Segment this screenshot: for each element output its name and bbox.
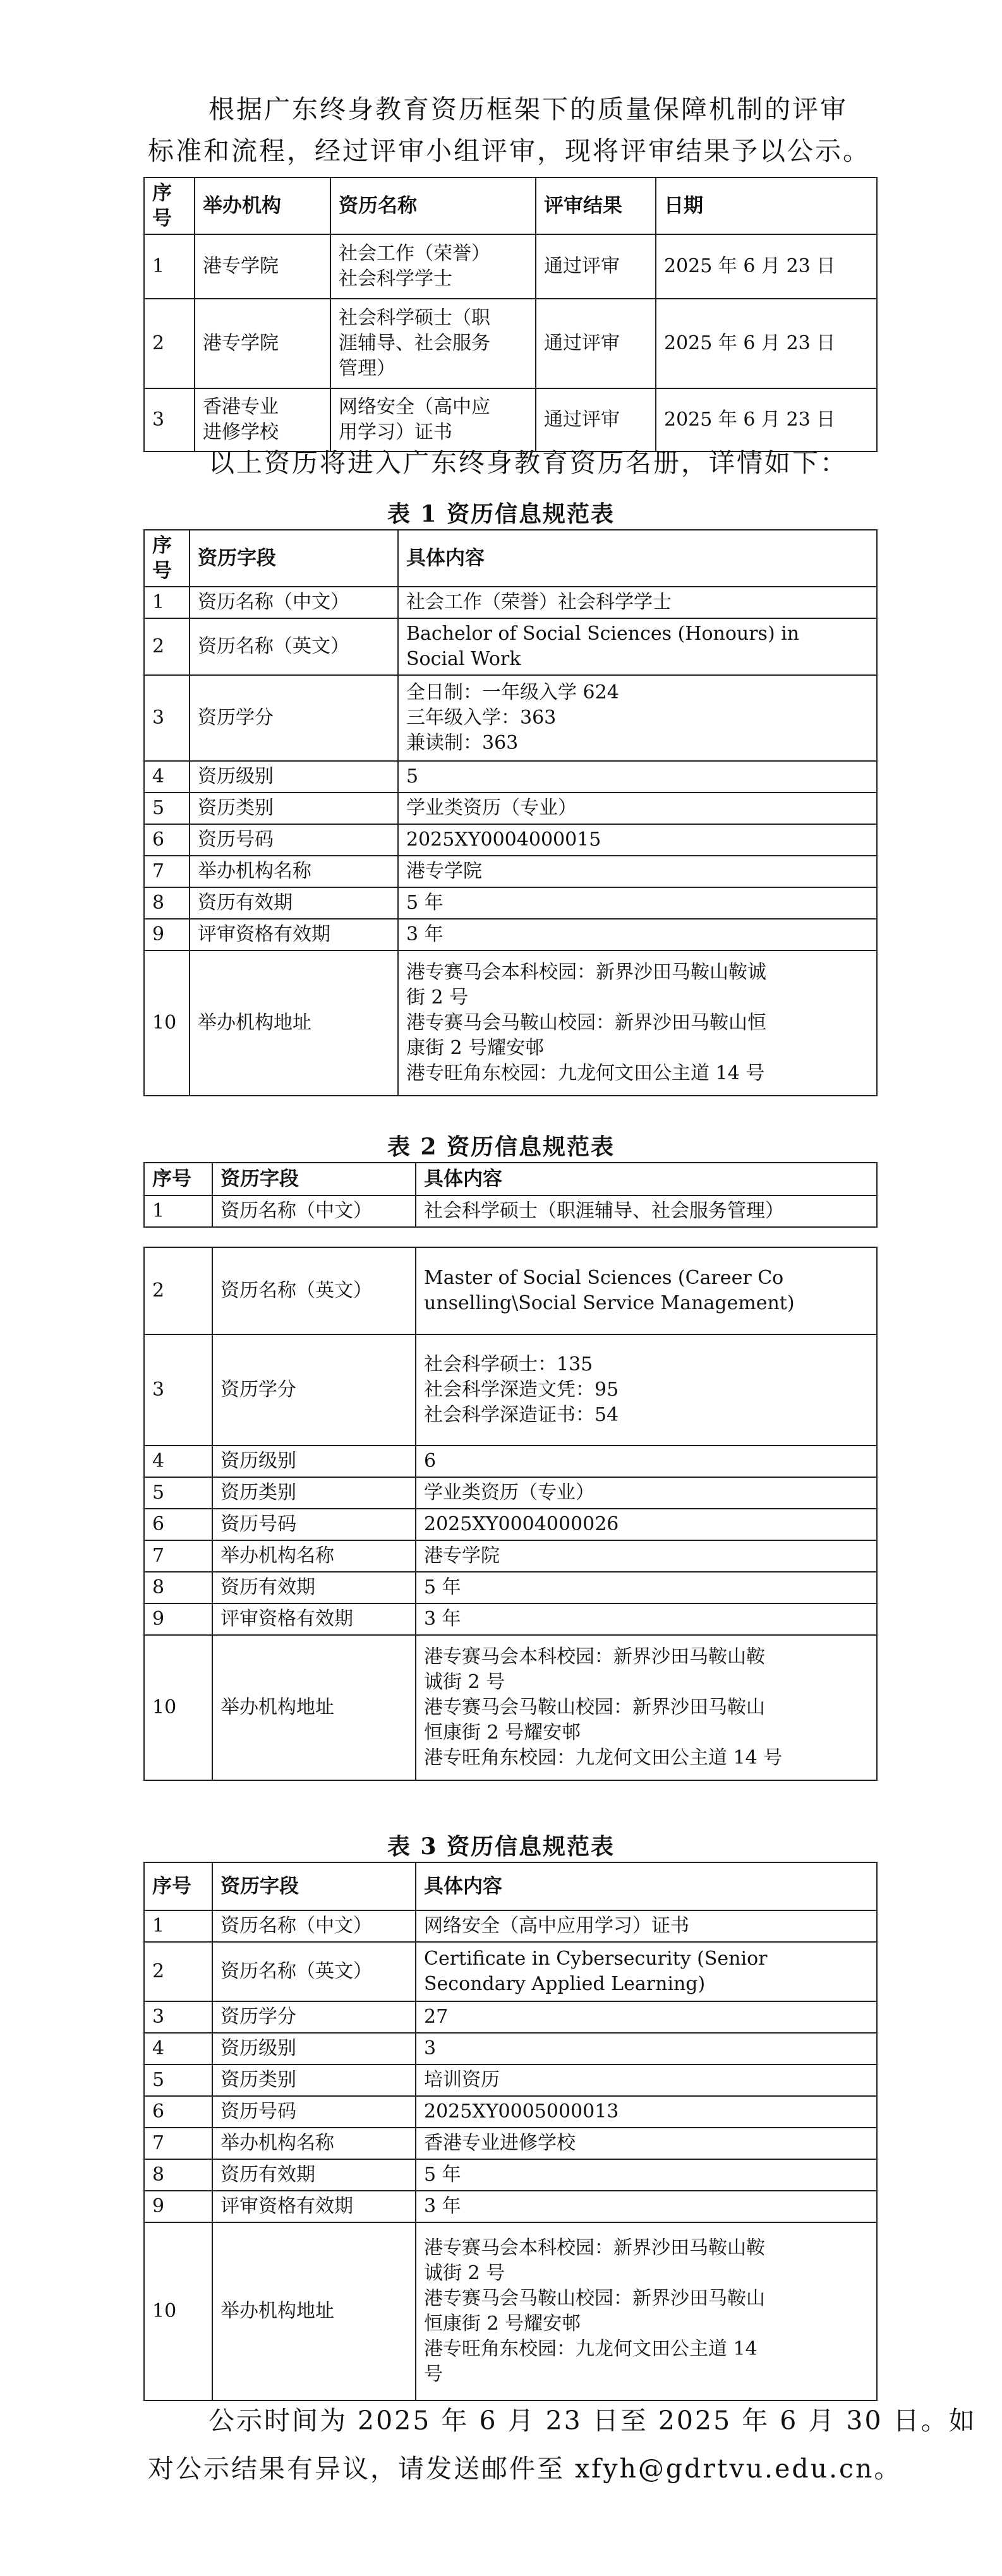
table-row (144, 950, 877, 1096)
table-cell: 举办机构地址 (190, 950, 398, 1096)
table-cell: 资历学分 (212, 2001, 416, 2033)
header-cell: 具体内容 (416, 1862, 877, 1910)
table-cell: 9 (144, 2191, 212, 2222)
table-row (144, 2159, 877, 2191)
table-row (144, 919, 877, 950)
header-cell: 资历字段 (190, 530, 398, 587)
header-cell: 资历名称 (330, 177, 536, 234)
table3 (143, 1862, 878, 2401)
header-cell: 序号 (144, 1163, 212, 1195)
table-cell: 港专学院 (416, 1540, 877, 1572)
table2-caption: 表 2 资历信息规范表 (387, 1134, 615, 1160)
table-cell: 网络安全（高中应 用学习）证书 (330, 388, 536, 452)
table-cell: 全日制：一年级入学 624 三年级入学：363 兼读制：363 (398, 675, 877, 761)
table-row (144, 2222, 877, 2400)
header-cell: 举办机构 (195, 177, 330, 234)
table-cell: 3 (144, 675, 190, 761)
table-row (144, 793, 877, 824)
table-row (144, 824, 877, 856)
table-cell: 举办机构地址 (212, 2222, 416, 2400)
table-cell: 资历号码 (190, 824, 398, 856)
table-cell: 8 (144, 2159, 212, 2191)
table-cell: 资历名称（英文） (190, 618, 398, 675)
table-row (144, 1334, 877, 1446)
table-cell: 2 (144, 299, 195, 388)
table-cell: 2025XY0005000013 (416, 2096, 877, 2128)
table-cell: 评审资格有效期 (190, 919, 398, 950)
table1-header (144, 530, 877, 587)
table-cell: 通过评审 (536, 388, 656, 452)
table-row (144, 2128, 877, 2159)
table-row (144, 2096, 877, 2128)
footer-line-1: 公示时间为 2025 年 6 月 23 日至 2025 年 6 月 30 日。如 (208, 2405, 977, 2436)
table2-header (144, 1163, 877, 1195)
table-cell: 3 (144, 2001, 212, 2033)
header-cell: 资历字段 (212, 1163, 416, 1195)
table-row (144, 1477, 877, 1509)
table-cell: Master of Social Sciences (Career Co unselling\Social Service Management) (416, 1247, 877, 1334)
table-cell: 5 年 (398, 887, 877, 919)
table-cell: 资历名称（英文） (212, 1942, 416, 2001)
table-cell: 4 (144, 2033, 212, 2064)
table-cell: 资历有效期 (212, 1572, 416, 1603)
table-cell: 学业类资历（专业） (416, 1477, 877, 1509)
intro-line-1: 根据广东终身教育资历框架下的质量保障机制的评审 (208, 94, 848, 124)
table-cell: 资历名称（英文） (212, 1247, 416, 1334)
table-cell: 2 (144, 618, 190, 675)
table-row (144, 856, 877, 887)
table-row (144, 234, 877, 299)
table-cell: 港专赛马会本科校园：新界沙田马鞍山鞍 诚街 2 号 港专赛马会马鞍山校园：新界沙田马鞍山 恒康街 2 号耀安邨 港专旺角东校园：九龙何文田公主道 14 号 (416, 2222, 877, 2400)
table-cell: 7 (144, 856, 190, 887)
table-cell: 8 (144, 1572, 212, 1603)
table-cell: 1 (144, 1910, 212, 1942)
table-cell: 资历类别 (190, 793, 398, 824)
table-cell: 香港专业进修学校 (416, 2128, 877, 2159)
table-cell: 5 (144, 1477, 212, 1509)
mid-text: 以上资历将进入广东终身教育资历名册，详情如下： (208, 448, 848, 478)
table-row (144, 299, 877, 388)
table-cell: 5 年 (416, 2159, 877, 2191)
table-cell: 社会科学硕士（职涯辅导、社会服务管理） (416, 1195, 877, 1227)
table-cell: 社会工作（荣誉） 社会科学学士 (330, 234, 536, 299)
table-row (144, 1572, 877, 1603)
table-cell: 资历类别 (212, 2064, 416, 2096)
table-row (144, 1635, 877, 1780)
table2-continued (143, 1247, 878, 1781)
table-cell: 6 (416, 1446, 877, 1477)
header-cell: 评审结果 (536, 177, 656, 234)
table-cell: 网络安全（高中应用学习）证书 (416, 1910, 877, 1942)
table-cell: 9 (144, 919, 190, 950)
table-cell: 27 (416, 2001, 877, 2033)
table-cell: 社会科学硕士：135 社会科学深造文凭：95 社会科学深造证书：54 (416, 1334, 877, 1446)
table-cell: 评审资格有效期 (212, 2191, 416, 2222)
table-cell: 10 (144, 950, 190, 1096)
table2 (143, 1162, 878, 1228)
results-table (143, 177, 878, 452)
table-cell: 资历号码 (212, 2096, 416, 2128)
table-cell: 资历名称（中文） (212, 1195, 416, 1227)
table-row (144, 1603, 877, 1635)
table1 (143, 529, 878, 1096)
table-cell: 5 (144, 793, 190, 824)
table-cell: 2025XY0004000015 (398, 824, 877, 856)
table-row (144, 1446, 877, 1477)
table-cell: 港专赛马会本科校园：新界沙田马鞍山鞍诚 街 2 号 港专赛马会马鞍山校园：新界沙田马鞍山恒 康街 2 号耀安邨 港专旺角东校园：九龙何文田公主道 14 号 (398, 950, 877, 1096)
table-cell: 5 (144, 2064, 212, 2096)
table-cell: 10 (144, 2222, 212, 2400)
header-cell: 资历字段 (212, 1862, 416, 1910)
header-cell: 日期 (656, 177, 877, 234)
table-cell: 学业类资历（专业） (398, 793, 877, 824)
header-cell: 序 号 (144, 530, 190, 587)
table-cell: 培训资历 (416, 2064, 877, 2096)
table-cell: 资历级别 (212, 2033, 416, 2064)
table-cell: 港专赛马会本科校园：新界沙田马鞍山鞍 诚街 2 号 港专赛马会马鞍山校园：新界沙田马鞍山 恒康街 2 号耀安邨 港专旺角东校园：九龙何文田公主道 14 号 (416, 1635, 877, 1780)
table-cell: 2025 年 6 月 23 日 (656, 234, 877, 299)
header-cell: 具体内容 (398, 530, 877, 587)
table-cell: 3 (416, 2033, 877, 2064)
table-cell: 资历级别 (212, 1446, 416, 1477)
table-cell: 4 (144, 761, 190, 793)
table-row (144, 1509, 877, 1540)
header-cell: 序号 (144, 177, 195, 234)
table-cell: 3 年 (416, 2191, 877, 2222)
table-cell: 2025XY0004000026 (416, 1509, 877, 1540)
footer-line-2: 对公示结果有异议，请发送邮件至 xfyh@gdrtvu.edu.cn。 (148, 2453, 902, 2484)
table1-caption: 表 1 资历信息规范表 (387, 501, 615, 527)
table-cell: 9 (144, 1603, 212, 1635)
table-cell: 港专学院 (195, 234, 330, 299)
table-cell: 港专学院 (398, 856, 877, 887)
table-cell: 1 (144, 234, 195, 299)
table-cell: 资历类别 (212, 1477, 416, 1509)
table-row (144, 1910, 877, 1942)
table-row (144, 1247, 877, 1334)
table-cell: 3 (144, 1334, 212, 1446)
table-cell: 10 (144, 1635, 212, 1780)
table-cell: 3 年 (398, 919, 877, 950)
table-row (144, 618, 877, 675)
table-cell: Bachelor of Social Sciences (Honours) in Social Work (398, 618, 877, 675)
table-cell: 举办机构名称 (212, 2128, 416, 2159)
table-cell: 香港专业 进修学校 (195, 388, 330, 452)
table-cell: 3 年 (416, 1603, 877, 1635)
table-cell: 6 (144, 824, 190, 856)
table-row (144, 1942, 877, 2001)
table-row (144, 2001, 877, 2033)
table-row (144, 675, 877, 761)
table-cell: 资历有效期 (190, 887, 398, 919)
table-cell: 5 (398, 761, 877, 793)
table-cell: 通过评审 (536, 234, 656, 299)
table-cell: 2025 年 6 月 23 日 (656, 388, 877, 452)
table-cell: 3 (144, 388, 195, 452)
table-cell: 7 (144, 2128, 212, 2159)
table-cell: 通过评审 (536, 299, 656, 388)
table-cell: Certificate in Cybersecurity (Senior Secondary Applied Learning) (416, 1942, 877, 2001)
table3-caption: 表 3 资历信息规范表 (387, 1833, 615, 1860)
table-cell: 港专学院 (195, 299, 330, 388)
table-cell: 1 (144, 587, 190, 618)
table-cell: 举办机构名称 (190, 856, 398, 887)
table-cell: 资历名称（中文） (212, 1910, 416, 1942)
table-row (144, 1195, 877, 1227)
table-cell: 资历学分 (190, 675, 398, 761)
table-cell: 评审资格有效期 (212, 1603, 416, 1635)
table-row (144, 887, 877, 919)
table-cell: 资历级别 (190, 761, 398, 793)
table-cell: 5 年 (416, 1572, 877, 1603)
table-cell: 资历号码 (212, 1509, 416, 1540)
results-table-header (144, 177, 877, 234)
table-row (144, 2191, 877, 2222)
table-row (144, 1540, 877, 1572)
table-cell: 2 (144, 1942, 212, 2001)
table-cell: 举办机构地址 (212, 1635, 416, 1780)
table-row (144, 761, 877, 793)
header-cell: 具体内容 (416, 1163, 877, 1195)
table-cell: 2 (144, 1247, 212, 1334)
table-cell: 资历学分 (212, 1334, 416, 1446)
table-cell: 举办机构名称 (212, 1540, 416, 1572)
table-cell: 2025 年 6 月 23 日 (656, 299, 877, 388)
table-cell: 8 (144, 887, 190, 919)
table-cell: 1 (144, 1195, 212, 1227)
table-row (144, 587, 877, 618)
table-cell: 社会工作（荣誉）社会科学学士 (398, 587, 877, 618)
table-row (144, 2064, 877, 2096)
table-cell: 社会科学硕士（职 涯辅导、社会服务 管理） (330, 299, 536, 388)
table-row (144, 2033, 877, 2064)
table-cell: 资历有效期 (212, 2159, 416, 2191)
header-cell: 序号 (144, 1862, 212, 1910)
table-cell: 6 (144, 1509, 212, 1540)
table3-header (144, 1862, 877, 1910)
table-cell: 7 (144, 1540, 212, 1572)
table-cell: 4 (144, 1446, 212, 1477)
intro-line-2: 标准和流程，经过评审小组评审，现将评审结果予以公示。 (148, 136, 871, 166)
table-cell: 6 (144, 2096, 212, 2128)
table-cell: 资历名称（中文） (190, 587, 398, 618)
